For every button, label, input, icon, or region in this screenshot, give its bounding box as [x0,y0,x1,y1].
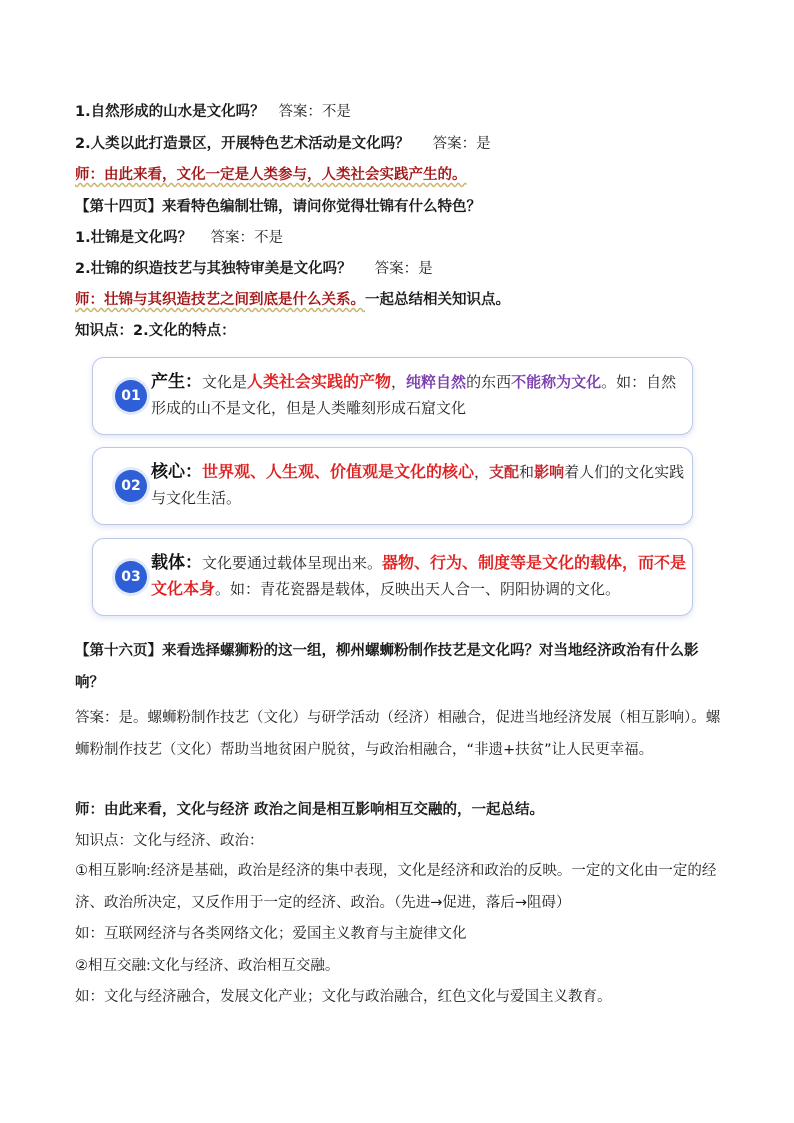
answer-3: 答案：不是 [210,230,284,246]
example-1: 如：互联网经济与各类网络文化；爱国主义教育与主旋律文化 [75,926,467,942]
answer-paragraph: 答案：是。螺蛳粉制作技艺（文化）与研学活动（经济）相融合，促进当地经济发展（相互影响）。螺蛳粉制作技艺（文化）帮助当地贫困户脱贫，与政治相融合，“非遗+扶贫”让人民更幸福。 [75,710,721,758]
feature-card-core [92,447,693,525]
section-heading-page-16: 【第十六页】来看选择螺狮粉的这一组，柳州螺蛳粉制作技艺是文化吗？对当地经济政治有什么影响？ [75,643,699,691]
teacher-note-1: 师：由此来看，文化一定是人类参与，人类社会实践产生的。 [75,167,467,183]
answer-1: 答案：不是 [278,104,351,120]
feature-card-carrier [92,538,693,616]
teacher-note-3: 师：由此来看，文化与经济 政治之间是相互影响相互交融的，一起总结。 [75,802,545,818]
number-badge: 03 [115,561,147,593]
card-text: 核心：世界观、人生观、价值观是文化的核心，支配和影响着人们的文化实践与文化生活。 [151,462,685,507]
point-mutual-influence: ①相互影响:经济是基础，政治是经济的集中表现，文化是经济和政治的反映。一定的文化由一定的经济、政治所决定，又反作用于一定的经济、政治。（先进→促进，落后→阻碍） [75,863,717,911]
section-heading-page-14: 【第十四页】来看特色编制壮锦，请问你觉得壮锦有什么特色？ [75,199,481,215]
number-badge: 02 [115,470,147,502]
number-badge: 01 [115,380,147,412]
answer-4: 答案：是 [374,261,433,277]
answer-2: 答案：是 [432,136,491,152]
example-2: 如：文化与经济融合，发展文化产业；文化与政治融合，红色文化与爱国主义教育。 [75,989,612,1005]
teacher-note-2: 师：壮锦与其织造技艺之间到底是什么关系。一起总结相关知识点。 [75,292,510,308]
knowledge-point-label: 知识点：2.文化的特点： [75,323,236,339]
question-2: 2.人类以此打造景区，开展特色艺术活动是文化吗？ 答案：是 [75,136,491,152]
point-mutual-integration: ②相互交融:文化与经济、政治相互交融。 [75,958,340,974]
feature-card-origin [92,357,693,435]
card-text: 产生：文化是人类社会实践的产物，纯粹自然的东西不能称为文化。如：自然形成的山不是文化，但是人类雕刻形成石窟文化 [151,372,677,417]
question-3: 1.壮锦是文化吗？ 答案：不是 [75,230,284,246]
card-text: 载体：文化要通过载体呈现出来。器物、行为、制度等是文化的载体，而不是文化本身。如：青花瓷器是载体，反映出天人合一、阴阳协调的文化。 [151,553,687,598]
question-1: 1.自然形成的山水是文化吗？ 答案：不是 [75,104,351,120]
question-4: 2.壮锦的织造技艺与其独特审美是文化吗？ 答案：是 [75,261,433,277]
knowledge-point-label-2: 知识点：文化与经济、政治： [75,833,264,849]
